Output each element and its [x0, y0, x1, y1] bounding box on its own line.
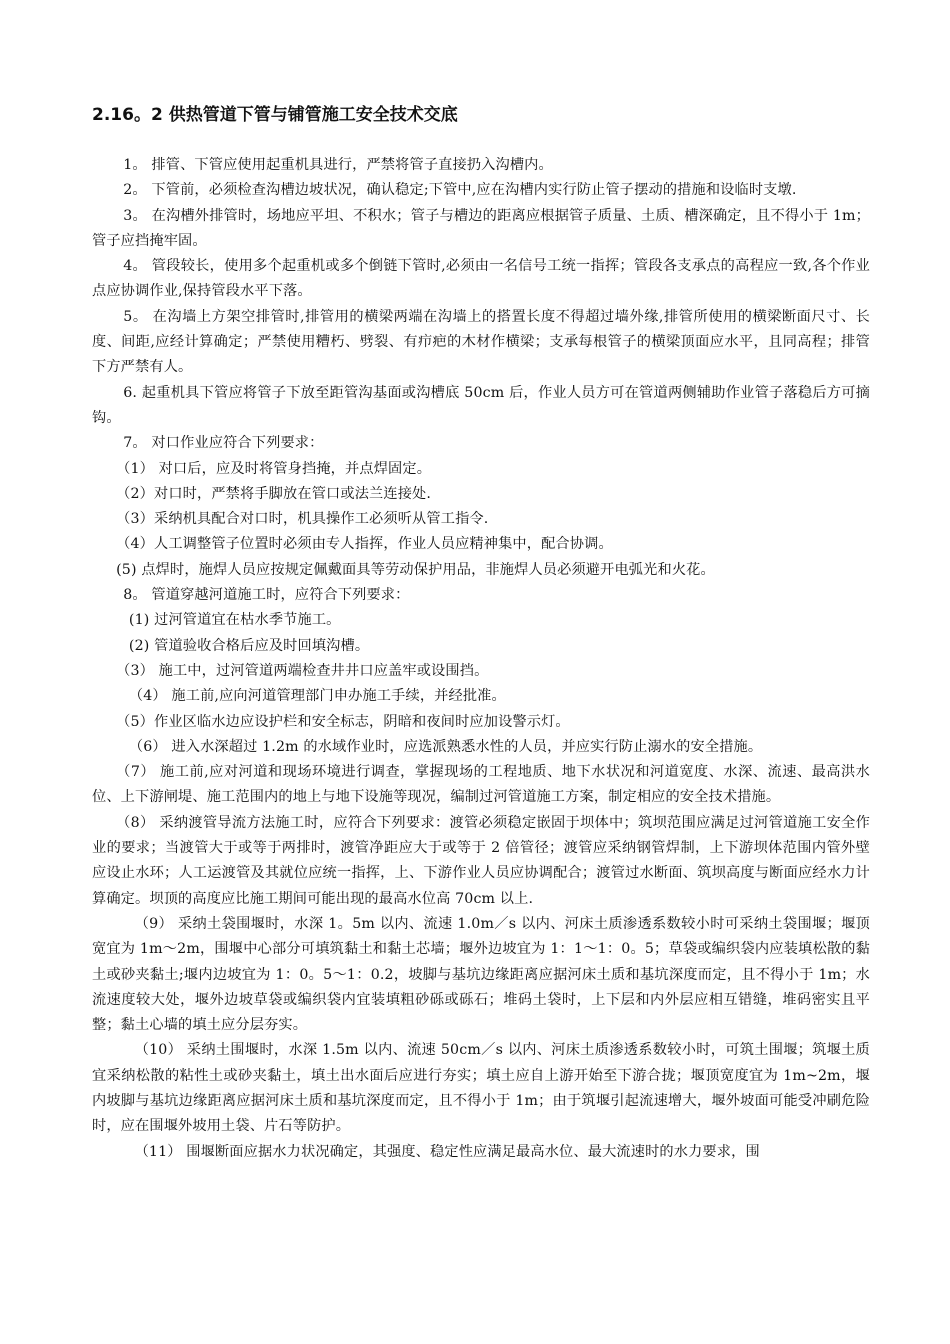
list-item-7-2: （2）对口时，严禁将手脚放在管口或法兰连接处. — [116, 485, 432, 502]
list-item-7-5: (5) 点焊时，施焊人员应按规定佩戴面具等劳动保护用品，非施焊人员必须避开电弧光和火花。 — [116, 561, 715, 578]
paragraph-8: 8。 管道穿越河道施工时，应符合下列要求： — [123, 587, 410, 604]
paragraph-3: 3。 在沟槽外排管时，场地应平坦、不积水；管子与槽边的距离应根据管子质量、土质、槽深确定，且不得小于 1m；管子应挡掩牢固。 — [92, 207, 870, 249]
list-item-7-3: （3）采纳机具配合对口时，机具操作工必须听从管工指令. — [116, 511, 489, 528]
list-item-8-1: (1) 过河管道宜在枯水季节施工。 — [128, 612, 341, 629]
paragraph-4: 4。 管段较长，使用多个起重机或多个倒链下管时,必须由一名信号工统一指挥；管段各支承点的高程应一致,各个作业点应协调作业,保持管段水平下落。 — [92, 258, 870, 300]
list-item-8-11: （11） 围堰断面应据水力状况确定，其强度、稳定性应满足最高水位、最大流速时的水力要求，围 — [134, 1143, 760, 1160]
paragraph-6: 6. 起重机具下管应将管子下放至距管沟基面或沟槽底 50cm 后，作业人员方可在管道两侧辅助作业管子落稳后方可摘钩。 — [92, 384, 870, 426]
document-body — [92, 104, 870, 1165]
list-item-8-6: （6） 进入水深超过 1.2m 的水域作业时，应选派熟悉水性的人员，并应实行防止溺水的安全措施。 — [128, 738, 763, 755]
list-item-8-9: （9） 采纳土袋围堰时，水深 1。5m 以内、流速 1.0m／s 以内、河床土质渗透系数较小时可采纳土袋围堰；堰顶宽宜为 1m～2m，围堰中心部分可填筑黏土和黏土芯墙；堰外边坡宜为 1：1～1：0。5；草袋或编织袋内应装填松散的黏土或砂夹黏土;堰内边坡宜为 1：0。5～1：0.2，坡脚与基坑边缘距离应据河床土质和基坑深度而定，且不得小于 1m；水流速度较大处，堰外边坡草袋或编织袋内宜装填粗砂砾或砾石；堆码土袋时，上下层和内外层应相互错缝，堆码密实且平整；黏土心墙的填土应分层夯实。 — [92, 915, 870, 1034]
list-item-8-5: （5）作业区临水边应设护栏和安全标志，阴暗和夜间时应加设警示灯。 — [116, 713, 570, 730]
list-item-7-4: （4）人工调整管子位置时必须由专人指挥，作业人员应精神集中，配合协调。 — [116, 536, 613, 553]
list-item-8-2: (2) 管道验收合格后应及时回填沟槽。 — [128, 637, 370, 654]
paragraph-1: 1。 排管、下管应使用起重机具进行，严禁将管子直接扔入沟槽内。 — [123, 157, 553, 173]
list-item-7-1: （1） 对口后，应及时将管身挡掩，并点焊固定。 — [116, 460, 432, 477]
paragraph-5: 5。 在沟墙上方架空排管时,排管用的横梁两端在沟墙上的搭置长度不得超过墙外缘,排管所使用的横梁断面尺寸、长度、间距,应经计算确定；严禁使用糟朽、劈裂、有疖疤的木材作横梁；支承每根管子的横梁顶面应水平，且同高程；排管下方严禁有人。 — [92, 308, 870, 376]
paragraph-2: 2。 下管前，必须检查沟槽边坡状况，确认稳定;下管中,应在沟槽内实行防止管子摆动的措施和设临时支墩. — [123, 182, 797, 199]
list-item-8-8: （8） 采纳渡管导流方法施工时，应符合下列要求：渡管必须稳定嵌固于坝体中；筑坝范围应满足过河管道施工安全作业的要求；当渡管大于或等于两排时，渡管净距应大于或等于 2 倍管径；渡管应采纳钢管焊制，上下游坝体范围内管外壁应设止水环；人工运渡管及其就位应统一指挥，上、下游作业人员应协调配合；渡管过水断面、筑坝高度与断面应经水力计算确定。坝顶的高度应比施工期间可能出现的最高水位高 70cm 以上. — [92, 814, 870, 907]
list-item-8-7: （7） 施工前,应对河道和现场环境进行调查，掌握现场的工程地质、地下水状况和河道宽度、水深、流速、最高洪水位、上下游闸堤、施工范围内的地上与地下设施等现况，编制过河管道施工方案，制定相应的安全技术措施。 — [92, 764, 870, 806]
section-title: 2.16。2 供热管道下管与铺管施工安全技术交底 — [92, 105, 458, 125]
list-item-8-3: （3） 施工中，过河管道两端检查井井口应盖牢或设围挡。 — [116, 662, 489, 679]
paragraph-7: 7。 对口作业应符合下列要求： — [123, 435, 324, 452]
list-item-8-10: （10） 采纳土围堰时，水深 1.5m 以内、流速 50cm／s 以内、河床土质渗透系数较小时，可筑土围堰；筑堰土质宜采纳松散的粘性土或砂夹黏土，填土出水面后应进行夯实；填土应自上游开始至下游合拢；堰顶宽度宜为 1m~2m，堰内坡脚与基坑边缘距离应据河床土质和基坑深度而定，且不得小于 1m；由于筑堰引起流速增大，堰外坡面可能受冲刷危险时，应在围堰外坡用土袋、片石等防护。 — [92, 1042, 870, 1135]
list-item-8-4: （4） 施工前,应向河道管理部门申办施工手续，并经批准。 — [128, 688, 506, 705]
